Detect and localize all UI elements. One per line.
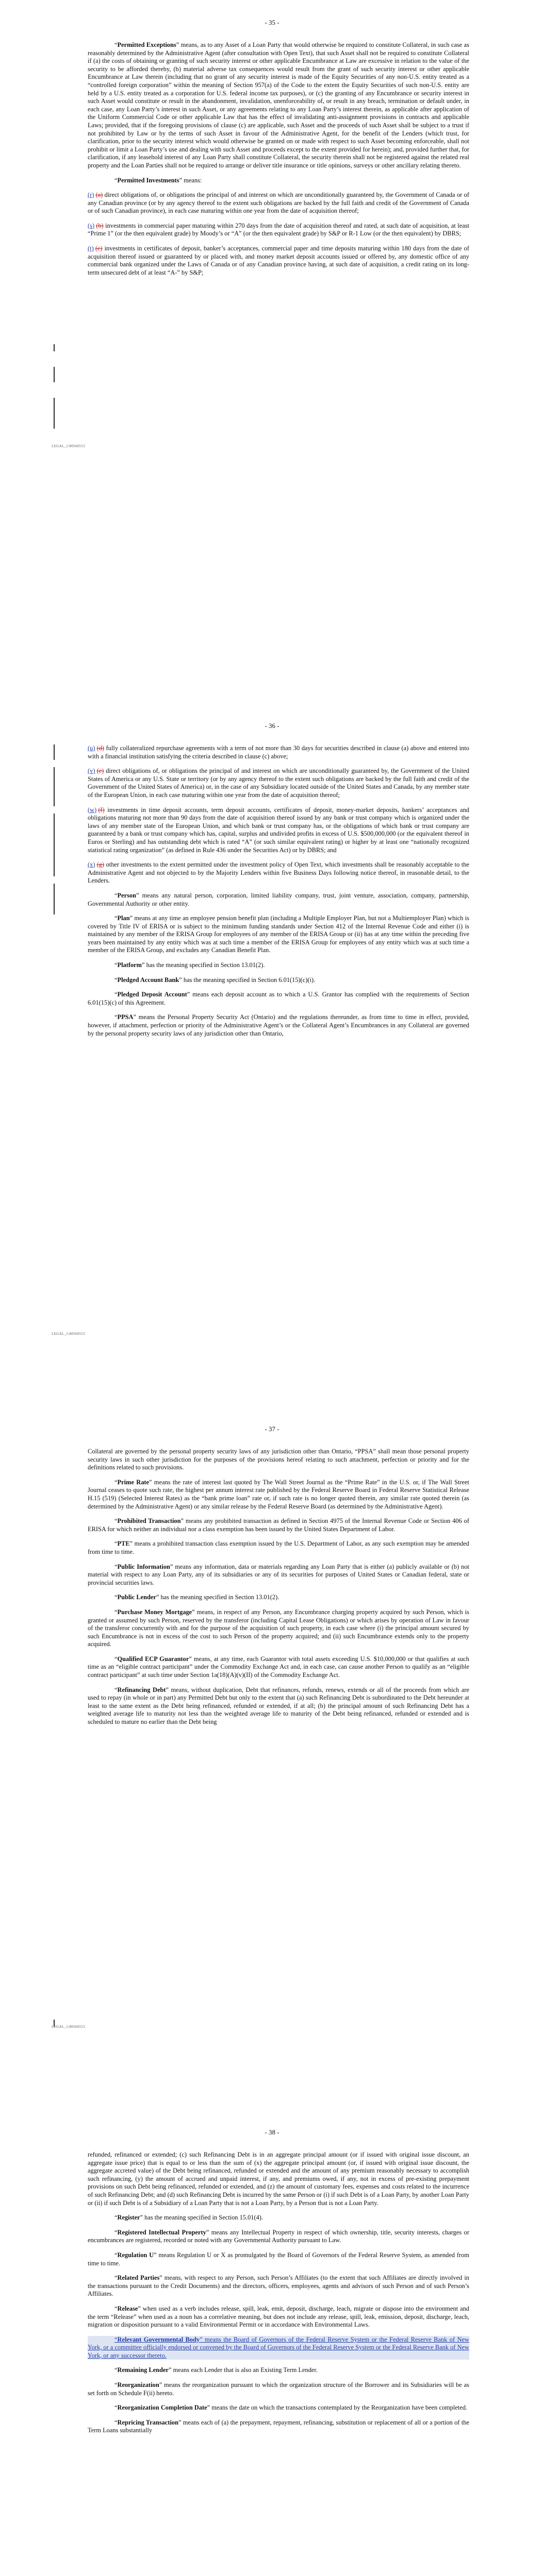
page-content (88, 41, 469, 283)
inserted-label: (u) (88, 744, 95, 752)
definition-text: ” means Regulation U or X as promulgated by the Board of Governors of the Federal Reserve System, as amended from time to time. (88, 2251, 470, 2267)
item-text: investments in certificates of deposit, banker’s acceptances, commercial paper and time deposits maturing within 180 days from the date of acquisition thereof issued or guaranteed by or placed with, and money market deposit accounts issued or offered by, any domestic office of any commercial bank organized under the Laws of Canada or of any Canadian province having, at such date of acquisition, a credit rating on its long-term unsecured debt of at least “A-” by S&P; (88, 245, 469, 276)
defined-term: Pledged Deposit Account (117, 991, 187, 998)
definition-text: ” means a prohibited transaction class exemption issued by the U.S. Department of Labor, as any such exemption may be amended from time to time. (88, 1540, 469, 1555)
inserted-label: (s) (88, 222, 95, 229)
page-35 (0, 0, 544, 703)
continuation-text: refunded, refinanced or extended; (c) such Refinancing Debt is in an aggregate principal amount (or if issued with original issue discount, an aggregate issue price) that is equal to or less than the sum of (x) the aggregate principal amount (or, if issued with original issue discount, the aggregate accreted value) of the Debt being refinanced, refunded or extended and the amount of any premium reasonably necessary to accomplish such refinancing, (y) the amount of accrued and unpaid interest, if any, and premiums owed, if any, not in excess of pre-existing prepayment provisions on such Debt being refinanced, refunded or extended, and (z) the amount of customary fees, expenses and costs related to the incurrence of such Refinancing Debt; and (d) such Refinancing Debt is incurred by the same Person or (i) if such Debt is of a Loan Party, by another Loan Party or (ii) if such Debt is of a Subsidiary of a Loan Party that is not a Loan Party, by a Person that is not a Loan Party. (88, 2151, 469, 2207)
definition: “Release” when used as a verb includes release, spill, leak, emit, deposit, discharge, leach, migrate or dispose into the environment and the term “Release” when used as a noun has a correlative meaning, but does not include any release, spill, leak, emission, deposit, discharge, leach, migration or disposition pursuant to a valid Environmental Permit or in accordance with Environmental Laws. (88, 2304, 469, 2329)
defined-term: Register (117, 2214, 140, 2222)
definition-text: ” means the Personal Property Security Act (Ontario) and the regulations thereunder, as from time to time in effect, provided, however, if attachment, perfection or priority of the Administrative Agent’s or the Collateral Agent’s Encumbrances in any Collateral are governed by the personal property security laws of any jurisdiction other than Ontario, (88, 1013, 469, 1037)
definition: “Prime Rate” means the rate of interest last quoted by The Wall Street Journal as the “Prime Rate” in the U.S. or, if The Wall Street Journal ceases to quote such rate, the highest per annum interest rate published by the Federal Reserve Board in Federal Reserve Statistical Release H.15 (519) (Selected Interest Rates) as the “bank prime loan” rate or, if such rate is no longer quoted therein, any similar rate quoted therein (as determined by the Administrative Agent) or any similar release by the Federal Reserve Board (as determined by the Administrative Agent). (88, 1478, 469, 1510)
definition-relevant-governmental-body (88, 2336, 469, 2360)
defined-term: Remaining Lender (117, 2366, 169, 2374)
defined-term: Refinancing Debt (117, 1686, 166, 1693)
definition-text: ” means, at any time, each Guarantor with total assets exceeding U.S. $10,000,000 or that qualifies at such time as an “eligible contract participant” under the Commodity Exchange Act and, in each case, can cause another Person to qualify as an “eligible contract participant” at such time under Section 1a(18)(A)(v)(II) of the Commodity Exchange Act. (88, 1655, 469, 1679)
defined-term: Regulation U (117, 2251, 154, 2259)
definition: “Remaining Lender” means each Lender that is also an Existing Term Lender. (114, 2366, 318, 2374)
defined-term: Permitted Exceptions (117, 41, 176, 48)
defined-term: Platform (117, 961, 142, 969)
deleted-label: (g) (96, 861, 105, 869)
definition-text: ” has the meaning specified in Section 13.01(2). (156, 1594, 279, 1601)
definition: “Qualified ECP Guarantor” means, at any time, each Guarantor with total assets exceeding U.S. $10,000,000 or that qualifies at such time as an “eligible contract participant” under the Commodity Exchange Act and, in each case, can cause another Person to qualify as an “eligible contract participant” at such time under Section 1a(18)(A)(v)(II) of the Commodity Exchange Act. (88, 1655, 469, 1679)
definition-text: ” means each of (a) the prepayment, repayment, refinancing, substitution or replacement of all or a portion of the Term Loans substantially (88, 2418, 469, 2434)
document-footer: LEGAL_1:80560553 (52, 444, 85, 448)
change-bar (54, 767, 55, 806)
document-footer: LEGAL_1:80560553 (52, 2025, 85, 2029)
definition: “Plan” means at any time an employee pension benefit plan (including a Multiple Employer Plan, but not a Multiemployer Plan) which is covered by Title IV of ERISA or is subject to the minimum funding standards under Section 412 of the Internal Revenue Code and either (i) is maintained by any member of the ERISA Group for employees of any member of the ERISA Group or (ii) has at any time within the preceding five years been maintained by any entity which was at such time a member of the ERISA Group for employees of any entity which was at such time a member of the ERISA Group, and excludes any Canadian Benefit Plan. (88, 914, 469, 954)
inserted-label: (x) (88, 861, 95, 869)
definition-text: ” means: (179, 176, 202, 184)
definition-text: ” means, with respect to any Person, such Person’s Affiliates (to the extent that such Affiliates are directly involved in the transactions pursuant to the Credit Documents) and the directors, officers, employees, agents and advisors of such Person and of such Person’s Affiliates. (88, 2274, 469, 2298)
definition: “Public Information” means any information, data or materials regarding any Loan Party that is either (a) publicly available or (b) not material with respect to any Loan Party, any of its subsidiaries or any of its securities for purposes of United States or Canadian federal, state or provincial securities laws. (88, 1563, 470, 1586)
definition: “Prohibited Transaction” means any prohibited transaction as defined in Section 4975 of the Internal Revenue Code or Section 406 of ERISA for which neither an individual nor a class exemption has been issued by the United States Department of Labor. (88, 1517, 469, 1533)
definition: “Regulation U” means Regulation U or X as promulgated by the Board of Governors of the Federal Reserve System, as amended from time to time. (88, 2251, 470, 2267)
definition: “Platform” has the meaning specified in Section 13.01(2). (114, 961, 265, 969)
page-content (88, 744, 469, 1044)
defined-term: Public Lender (117, 1594, 156, 1601)
page-content (88, 2151, 469, 2442)
definition-text: ” means each Lender that is also an Existing Term Lender. (168, 2366, 318, 2374)
definition-text: ” means the Board of Governors of the Federal Reserve System or the Federal Reserve Bank of New York, or a committee officially endorsed or convened by the Board of Governors of the Federal Reserve System or the Federal Reserve Bank of New York, or any successor thereto. (88, 2335, 469, 2359)
definition: “Registered Intellectual Property” means any Intellectual Property in respect of which ownership, title, security interests, charges or encumbrances are registered, recorded or noted with any Governmental Authority pursuant to Law. (88, 2228, 469, 2244)
definition-text: ” has the meaning specified in Section 13.01(2). (141, 961, 265, 969)
defined-term: Reorganization Completion Date (117, 2404, 207, 2412)
definition: “Repricing Transaction” means each of (a) the prepayment, repayment, refinancing, substitution or replacement of all or a portion of the Term Loans substantially (88, 2418, 469, 2434)
definition: “Pledged Account Bank” has the meaning specified in Section 6.01(15)(c)(i). (114, 976, 316, 984)
defined-term: Reorganization (117, 2381, 159, 2389)
page-37 (0, 1406, 544, 2110)
definition: “Pledged Deposit Account” means each deposit account as to which a U.S. Grantor has complied with the requirements of Section 6.01(15)(c) of this Agreement. (88, 991, 469, 1006)
deleted-label: (a) (95, 191, 103, 199)
inserted-label: (t) (88, 245, 94, 252)
change-bar (54, 398, 55, 429)
defined-term: Qualified ECP Guarantor (117, 1655, 189, 1663)
list-item (88, 744, 469, 760)
page-number: - 36 - (265, 722, 279, 730)
definition-permitted-investments: “Permitted Investments” means: (114, 176, 202, 184)
definition-text: ” has the meaning specified in Section 6.01(15)(c)(i). (179, 976, 316, 984)
definition-text: ” means, without duplication, Debt that refinances, refunds, renews, extends or all of the proceeds from which are used to repay (in whole or in part) any Permitted Debt but only to the extent that (a) such Refinancing Debt is subordinated to the Debt hereunder at least to the same extent as the Debt being refinanced, refunded or extended, if at all; (b) the principal amount of such Refinancing Debt has a weighted average life to maturity not less than the weighted average life to maturity of the Debt being refinanced, refunded or extended and is scheduled to mature no earlier than the Debt being (88, 1686, 469, 1726)
definition: “Public Lender” has the meaning specified in Section 13.01(2). (114, 1594, 279, 1601)
definition-text: ” means any Intellectual Property in respect of which ownership, title, security interests, charges or encumbrances are registered, recorded or noted with any Governmental Authority pursuant to Law. (88, 2228, 469, 2244)
list-item (88, 222, 469, 238)
definition: “Reorganization” means the reorganization pursuant to which the organization structure of the Borrower and its Subsidiaries will be as set forth on Schedule F(ii) hereto. (88, 2381, 469, 2397)
definition: “Purchase Money Mortgage” means, in respect of any Person, any Encumbrance charging property acquired by such Person, which is granted or assumed by such Person, reserved by the transferor (including Capital Lease Obligations) or which arises by operation of Law in favour of the transferor concurrently with and for the purpose of the acquisition of such property, in each case where (i) the principal amount secured by such Encumbrance is not in excess of the cost to such Person of the property acquired; and (ii) such Encumbrance extends only to the property acquired. (88, 1608, 469, 1648)
page-number: - 35 - (265, 19, 279, 26)
change-bar (54, 344, 55, 351)
deleted-label: (b) (96, 222, 104, 229)
definition-text: ” means at any time an employee pension benefit plan (including a Multiple Employer Plan, but not a Multiemployer Plan) which is covered by Title IV of ERISA or is subject to the minimum funding standards under Section 412 of the Internal Revenue Code and either (i) is maintained by any member of the ERISA Group for employees of any member of the ERISA Group or (ii) has at any time within the preceding five years been maintained by any entity which was at such time a member of the ERISA Group for employees of any entity which was at such time a member of the ERISA Group, and excludes any Canadian Benefit Plan. (88, 914, 469, 954)
definition: “PPSA” means the Personal Property Security Act (Ontario) and the regulations thereunder, as from time to time in effect, provided, however, if attachment, perfection or priority of the Administrative Agent’s or the Collateral Agent’s Encumbrances in any Collateral are governed by the personal property security laws of any jurisdiction other than Ontario, (88, 1013, 469, 1037)
inserted-label: (r) (88, 191, 94, 199)
change-bar (54, 884, 55, 914)
change-bar (54, 814, 55, 876)
page-36 (0, 703, 544, 1406)
page-number: - 37 - (265, 1425, 279, 1433)
defined-term: Public Information (117, 1563, 170, 1570)
continuation-text: Collateral are governed by the personal property security laws of any jurisdiction other than Ontario, “PPSA” shall mean those personal property security laws in such other jurisdiction for the purposes of the provisions hereof relating to such attachment, perfection or priority and for the definitions related to such provisions. (88, 1448, 469, 1471)
definition: “PTE” means a prohibited transaction class exemption issued by the U.S. Department of Labor, as any such exemption may be amended from time to time. (88, 1540, 469, 1555)
definition: “Related Parties” means, with respect to any Person, such Person’s Affiliates (to the extent that such Affiliates are directly involved in the transactions pursuant to the Credit Documents) and the directors, officers, employees, agents and advisors of such Person and of such Person’s Affiliates. (88, 2274, 469, 2298)
definition-text: ” means, in respect of any Person, any Encumbrance charging property acquired by such Person, which is granted or assumed by such Person, reserved by the transferor (including Capital Lease Obligations) or which arises by operation of Law in favour of the transferor concurrently with and for the purpose of the acquisition of such property, in each case where (i) the principal amount secured by such Encumbrance is not in excess of the cost to such Person of the property acquired; and (ii) such Encumbrance extends only to the property acquired. (88, 1608, 469, 1648)
defined-term: Release (117, 2304, 138, 2312)
list-item (88, 767, 469, 799)
deleted-label: (e) (96, 767, 104, 775)
definition-text: ” means the rate of interest last quoted by The Wall Street Journal as the “Prime Rate” in the U.S. or, if The Wall Street Journal ceases to quote such rate, the highest per annum interest rate published by the Federal Reserve Board in Federal Reserve Statistical Release H.15 (519) (Selected Interest Rates) as the “bank prime loan” rate or, if such rate is no longer quoted therein, any similar rate quoted therein (as determined by the Administrative Agent) or any similar release by the Federal Reserve Board (as determined by the Administrative Agent). (88, 1478, 469, 1510)
defined-term: Plan (117, 914, 130, 922)
defined-term: Registered Intellectual Property (117, 2228, 206, 2236)
defined-term: Related Parties (117, 2274, 160, 2282)
list-item (88, 861, 469, 885)
definition-permitted-exceptions: “Permitted Exceptions” means, as to any Asset of a Loan Party that would otherwise be required to constitute Collateral, in such case as reasonably determined by the Administrative Agent (after consultation with Open Text), that such Asset shall not be required to constitute Collateral if (a) the costs of obtaining or granting of such security interest or other applicable Encumbrance at Law are excessive in relation to the value of the security to be afforded thereby, (b) material adverse tax consequences would result from the grant of such security interest or other applicable Encumbrance at Law therein (including that no grant of any security interest is made of the Equity Securities of any non-U.S. entity treated as a “controlled foreign corporation” within the meaning of Section 957(a) of the Code to the extent the Equity Securities of such non-U.S. entity are held by a U.S. entity treated as a corporation for U.S. federal income tax purposes), or (c) the granting of any Encumbrance or security interest in such Asset would constitute or result in the abandonment, invalidation, unenforceability of, or result in any breach, termination or default under, in each case, any Loan Party’s interest in such Asset, or any agreements relating to any Loan Party’s interest therein, as applicable after application of the Uniform Commercial Code or other applicable Law that has the effect of invalidating anti-assignment provisions in contracts and applicable Laws; provided, that if the foregoing provisions of clause (c) are applicable, such Asset and the proceeds of such Asset shall be subject to a trust if not prohibited by Law or by the terms of such Asset in favour of the Administrative Agent, for the benefit of the Lenders (which trust, for clarification, prior to the security interest which would otherwise be granted on or made with respect to such Asset becoming enforceable, shall not prohibit or limit a Loan Party’s use and dealing with such Asset and proceeds except to the extent provided for herein); and, provided further that, for clarification, if any leasehold interest of any Loan Party shall constitute Collateral, the security therein shall not be registered against the related real property and the Loan Parties shall not be required to arrange or deliver title insurance or title opinions, surveys or other ancillary relating thereto. (88, 41, 470, 169)
definition-text: ” means any prohibited transaction as defined in Section 4975 of the Internal Revenue Code or Section 406 of ERISA for which neither an individual nor a class exemption has been issued by the United States Department of Labor. (88, 1517, 469, 1533)
defined-term: Permitted Investments (117, 176, 179, 184)
list-item (88, 806, 469, 855)
defined-term: Purchase Money Mortgage (117, 1608, 192, 1616)
page-content (88, 1448, 469, 1733)
defined-term: PTE (117, 1540, 130, 1548)
item-text: other investments to the extent permitted under the investment policy of Open Text, which investments shall be reasonably acceptable to the Administrative Agent and not objected to by the Majority Lenders within five Business Days following notice thereof, in reasonable detail, to the Lenders. (88, 861, 469, 885)
definition-text: ” has the meaning specified in Section 15.01(4). (140, 2214, 263, 2222)
definition-text: ” means each deposit account as to which a U.S. Grantor has complied with the requirements of Section 6.01(15)(c) of this Agreement. (88, 991, 469, 1006)
inserted-label: (w) (88, 806, 97, 814)
definition-text: ” means any natural person, corporation, limited liability company, trust, joint venture, association, company, partnership, Governmental Authority or other entity. (88, 891, 469, 907)
change-bar (54, 367, 55, 382)
item-text: investments in time deposit accounts, term deposit accounts, certificates of deposit, money-market deposits, bankers’ acceptances and obligations maturing not more than 90 days from the date of acquisition thereof issued by any bank or trust company which is organized under the laws of any member state of the European Union, and which bank or trust company has, or the obligations of which bank or trust company are guaranteed by a bank or trust company which has, capital, surplus and undivided profits in excess of U.S. $500,000,000 (or the equivalent thereof in Euros or Sterling) and has outstanding debt which is rated “A” (or such similar equivalent rating) or higher by at least one “nationally recognized statistical rating organization” (as defined in Rule 436 under the Securities Act) or by DBRS; and (88, 806, 469, 854)
defined-term: PPSA (117, 1013, 134, 1021)
change-bar (54, 744, 55, 760)
defined-term: Prohibited Transaction (117, 1517, 181, 1525)
definition: “Reorganization Completion Date” means the date on which the transactions contemplated by the Reorganization have been completed. (114, 2404, 468, 2412)
definition-text: ” means any information, data or materials regarding any Loan Party that is either (a) publicly available or (b) not material with respect to any Loan Party, any of its subsidiaries or any of its securities for purposes of United States or Canadian federal, state or provincial securities laws. (88, 1563, 470, 1586)
item-text: direct obligations of, or obligations the principal of and interest on which are unconditionally guaranteed by, the Government of Canada or of any Canadian province (or by any agency thereof to the extent such obligations are backed by the full faith and credit of the Government of Canada or of such Canadian province), in each case maturing within one year from the date of acquisition thereof; (88, 191, 469, 215)
definition-text: ” means the reorganization pursuant to which the organization structure of the Borrower and its Subsidiaries will be as set forth on Schedule F(ii) hereto. (88, 2381, 469, 2397)
list-item (88, 191, 469, 215)
definition: “Person” means any natural person, corporation, limited liability company, trust, joint venture, association, company, partnership, Governmental Authority or other entity. (88, 891, 469, 907)
defined-term: Relevant Governmental Body (117, 2335, 200, 2343)
item-text: fully collateralized repurchase agreements with a term of not more than 30 days for securities described in clause (a) above and entered into with a financial institution satisfying the criteria described in clause (c) above; (88, 744, 469, 760)
defined-term: Pledged Account Bank (117, 976, 179, 984)
definition: “Register” has the meaning specified in Section 15.01(4). (114, 2214, 263, 2222)
defined-term: Repricing Transaction (117, 2418, 179, 2426)
definition: “Refinancing Debt” means, without duplication, Debt that refinances, refunds, renews, extends or all of the proceeds from which are used to repay (in whole or in part) any Permitted Debt but only to the extent that (a) such Refinancing Debt is subordinated to the Debt hereunder at least to the same extent as the Debt being refinanced, refunded or extended, if at all; (b) the principal amount of such Refinancing Debt has a weighted average life to maturity not less than the weighted average life to maturity of the Debt being refinanced, refunded or extended and is scheduled to mature no earlier than the Debt being (88, 1686, 469, 1726)
defined-term: Person (117, 891, 136, 899)
page-38 (0, 2110, 544, 2576)
definition-text: ” when used as a verb includes release, spill, leak, emit, deposit, discharge, leach, migrate or dispose into the environment and the term “Release” when used as a noun has a correlative meaning, but does not include any release, spill, leak, emission, deposit, discharge, leach, migration or disposition pursuant to a valid Environmental Permit or in accordance with Environmental Laws. (88, 2304, 469, 2329)
list-item (88, 245, 469, 277)
item-text: direct obligations of, or obligations the principal of and interest on which are unconditionally guaranteed by, the Government of the United States of America or any U.S. State or territory (or by any agency thereof to the extent such obligations are backed by the full faith and credit of the Government of the United States of America) or, in the case of any Subsidiary located outside of the United States and Canada, by any member state of the European Union, in each case maturing within one year from the date of acquisition thereof; (88, 767, 469, 799)
deleted-label: (f) (98, 806, 105, 814)
inserted-label: (v) (88, 767, 95, 775)
definition-text: ” means, as to any Asset of a Loan Party that would otherwise be required to constitute Collateral, in such case as reasonably determined by the Administrative Agent (after consultation with Open Text), that such Asset shall not be required to constitute Collateral if (a) the costs of obtaining or granting of such security interest or other applicable Encumbrance at Law are excessive in relation to the value of the security to be afforded thereby, (b) material adverse tax consequences would result from the grant of such security interest or other applicable Encumbrance at Law therein (including that no grant of any security interest is made of the Equity Securities of any non-U.S. entity treated as a “controlled foreign corporation” within the meaning of Section 957(a) of the Code to the extent the Equity Securities of such non-U.S. entity are held by a U.S. entity treated as a corporation for U.S. federal income tax purposes), or (c) the granting of any Encumbrance or security interest in such Asset would constitute or result in the abandonment, invalidation, unenforceability of, or result in any breach, termination or default under, in each case, any Loan Party’s interest in such Asset, or any agreements relating to any Loan Party’s interest therein, as applicable after application of the Uniform Commercial Code or other applicable Law that has the effect of invalidating anti-assignment provisions in contracts and applicable Laws; provided, that if the foregoing provisions of clause (c) are applicable, such Asset and the proceeds of such Asset shall be subject to a trust if not prohibited by Law or by the terms of such Asset in favour of the Administrative Agent, for the benefit of the Lenders (which trust, for clarification, prior to the security interest which would otherwise be granted on or made with respect to such Asset becoming enforceable, shall not prohibit or limit a Loan Party’s use and dealing with such Asset and proceeds except to the extent provided for herein); and, provided further that, for clarification, if any leasehold interest of any Loan Party shall constitute Collateral, the security therein shall not be registered against the related real property and the Loan Parties shall not be required to arrange or deliver title insurance or title opinions, surveys or other ancillary relating thereto. (88, 41, 470, 169)
document-footer: LEGAL_1:80560553 (52, 1332, 85, 1336)
defined-term: Prime Rate (117, 1478, 150, 1486)
deleted-label: (c) (95, 245, 103, 252)
page-number: - 38 - (265, 2128, 279, 2136)
inserted-text: “Relevant Governmental Body” means the Board of Governors of the Federal Reserve System or the Federal Reserve Bank of New York, or a committee officially endorsed or convened by the Board of Governors of the Federal Reserve System or the Federal Reserve Bank of New York, or any successor thereto. (88, 2335, 469, 2359)
deleted-label: (d) (96, 744, 105, 752)
item-text: investments in commercial paper maturing within 270 days from the date of acquisition thereof and rated, at such date of acquisition, at least “Prime 1” (or the then equivalent grade) by Moody’s or “A” (or the then equivalent grade) by S&P or R-1 Low (or the then equivalent) by DBRS; (88, 222, 469, 238)
definition-text: ” means the date on which the transactions contemplated by the Reorganization have been completed. (207, 2404, 468, 2412)
